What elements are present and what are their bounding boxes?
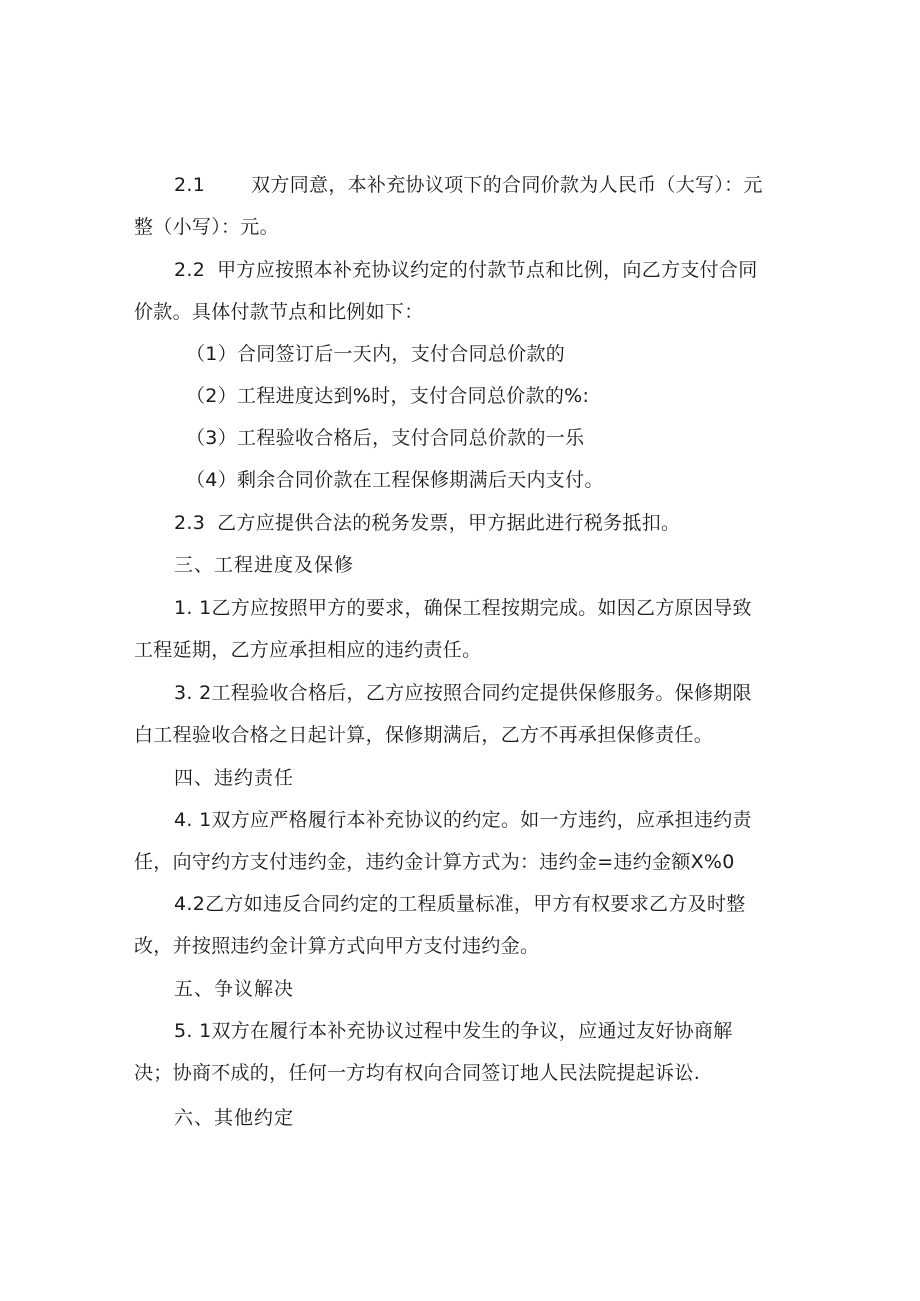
clause-3-1-line-1: 1. 1乙方应按照甲方的要求，确保工程按期完成。如因乙方原因导致 (174, 597, 752, 619)
clause-5-1-line-2: 决；协商不成的，任何一方均有权向合同签订地人民法院提起诉讼. (134, 1062, 701, 1084)
clause-2-3 (174, 510, 680, 536)
payment-item-3: （3）工程验收合格后，支付合同总价款的一乐 (186, 427, 585, 449)
heading-section-5: 五、争议解决 (174, 978, 295, 1000)
clause-3-2-line-1: 3. 2工程验收合格后，乙方应按照合同约定提供保修服务。保修期限 (174, 682, 752, 704)
clause-number: 2.3 (174, 512, 206, 534)
payment-item-4: （4）剩余合同价款在工程保修期满后天内支付。 (186, 469, 604, 491)
heading-section-3: 三、工程进度及保修 (174, 554, 355, 576)
clause-2-2-line-2: 价款。具体付款节点和比例如下： (134, 301, 424, 323)
clause-2-1-line-2: 整（小写）：元。 (134, 216, 279, 238)
clause-number: 2.2 (174, 259, 206, 281)
clause-2-2-line-1 (174, 257, 758, 283)
clause-text: 乙方应提供合法的税务发票，甲方据此进行税务抵扣。 (217, 512, 681, 534)
clause-text: 甲方应按照本补充协议约定的付款节点和比例，向乙方支付合同 (217, 259, 758, 281)
clause-4-2-line-1: 4.2乙方如违反合同约定的工程质量标准，甲方有权要求乙方及时整 (174, 893, 746, 915)
heading-section-4: 四、违约责任 (174, 767, 295, 789)
clause-5-1-line-1: 5. 1双方在履行本补充协议过程中发生的争议，应通过友好协商解 (174, 1020, 733, 1042)
clause-number: 2.1 (174, 174, 206, 196)
clause-4-1-line-1: 4. 1双方应严格履行本补充协议的约定。如一方违约，应承担违约责 (174, 809, 752, 831)
clause-3-2-line-2: 白工程验收合格之日起计算，保修期满后，乙方不再承担保修责任。 (134, 724, 714, 746)
heading-section-6: 六、其他约定 (174, 1107, 295, 1129)
clause-4-2-line-2: 改，并按照违约金计算方式向甲方支付违约金。 (134, 935, 540, 957)
clause-3-1-line-2: 工程延期，乙方应承担相应的违约责任。 (134, 639, 482, 661)
payment-item-1: （1）合同签订后一天内，支付合同总价款的 (186, 343, 566, 365)
payment-item-2: （2）工程进度达到%时，支付合同总价款的%: (186, 385, 590, 407)
clause-2-1-line-1 (174, 172, 763, 198)
clause-text: 双方同意，本补充协议项下的合同价款为人民币（大写）：元 (251, 174, 763, 196)
clause-4-1-line-2: 任，向守约方支付违约金，违约金计算方式为：违约金=违约金额X%0 (134, 851, 735, 873)
